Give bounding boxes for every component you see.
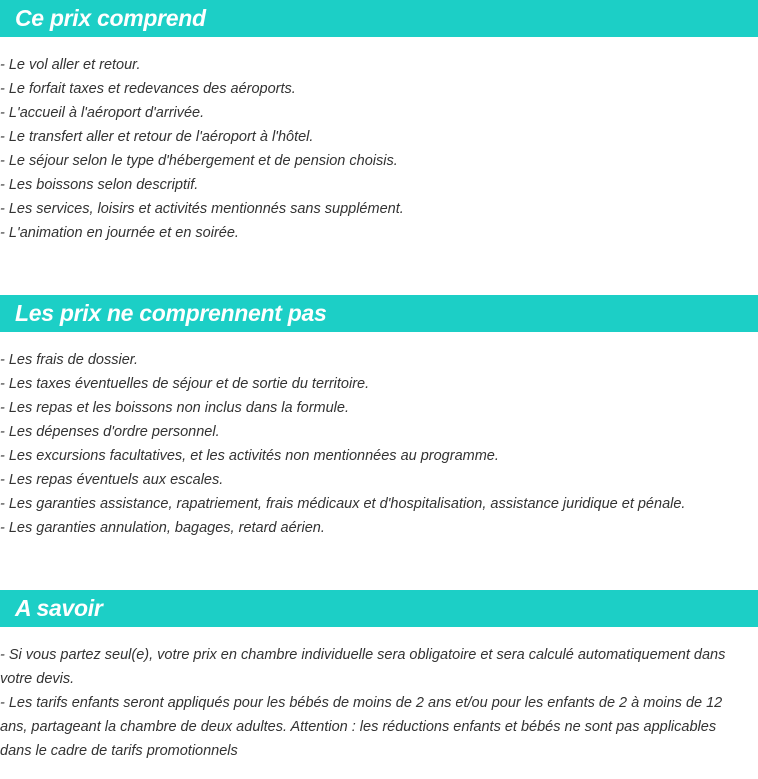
info-paragraph: - Si vous partez seul(e), votre prix en chambre individuelle sera obligatoire et sera calculé automatiquement dans votre devis. xyxy=(0,647,726,687)
list-item: - Les services, loisirs et activités mentionnés sans supplément. xyxy=(0,201,404,217)
list-item: - Le vol aller et retour. xyxy=(0,57,141,73)
list-item: - Les frais de dossier. xyxy=(0,352,139,368)
section-title-included: Ce prix comprend xyxy=(15,5,206,31)
included-list xyxy=(0,53,758,245)
section-title-not-included: Les prix ne comprennent pas xyxy=(15,300,327,326)
section-to-know xyxy=(0,590,758,763)
list-item: - L'accueil à l'aéroport d'arrivée. xyxy=(0,105,205,121)
to-know-body xyxy=(0,643,758,763)
info-paragraph: - Les tarifs enfants seront appliqués pour les bébés de moins de 2 ans et/ou pour les enfants de 2 à moins de 12 ans, partageant la chambre de deux adultes. Attention : les réductions enfants et bébés ne sont pas applicables dans le cadre de tarifs promotionnels xyxy=(0,695,723,759)
section-header-not-included xyxy=(0,295,758,332)
list-item: - Les dépenses d'ordre personnel. xyxy=(0,424,220,440)
list-item: - L'animation en journée et en soirée. xyxy=(0,225,239,241)
list-item: - Les taxes éventuelles de séjour et de sortie du territoire. xyxy=(0,376,370,392)
section-title-to-know: A savoir xyxy=(15,595,103,621)
list-item: - Les repas éventuels aux escales. xyxy=(0,472,224,488)
list-item: - Les garanties annulation, bagages, retard aérien. xyxy=(0,520,325,536)
list-item: - Les boissons selon descriptif. xyxy=(0,177,199,193)
list-item: - Les repas et les boissons non inclus dans la formule. xyxy=(0,400,349,416)
list-item: - Les garanties assistance, rapatriement, frais médicaux et d'hospitalisation, assistance juridique et pénale. xyxy=(0,496,686,512)
list-item: - Le transfert aller et retour de l'aéroport à l'hôtel. xyxy=(0,129,314,145)
list-item: - Les excursions facultatives, et les activités non mentionnées au programme. xyxy=(0,448,499,464)
section-not-included xyxy=(0,295,758,540)
section-header-to-know xyxy=(0,590,758,627)
section-included xyxy=(0,0,758,245)
list-item: - Le forfait taxes et redevances des aéroports. xyxy=(0,81,296,97)
section-header-included xyxy=(0,0,758,37)
list-item: - Le séjour selon le type d'hébergement et de pension choisis. xyxy=(0,153,398,169)
not-included-list xyxy=(0,348,758,540)
